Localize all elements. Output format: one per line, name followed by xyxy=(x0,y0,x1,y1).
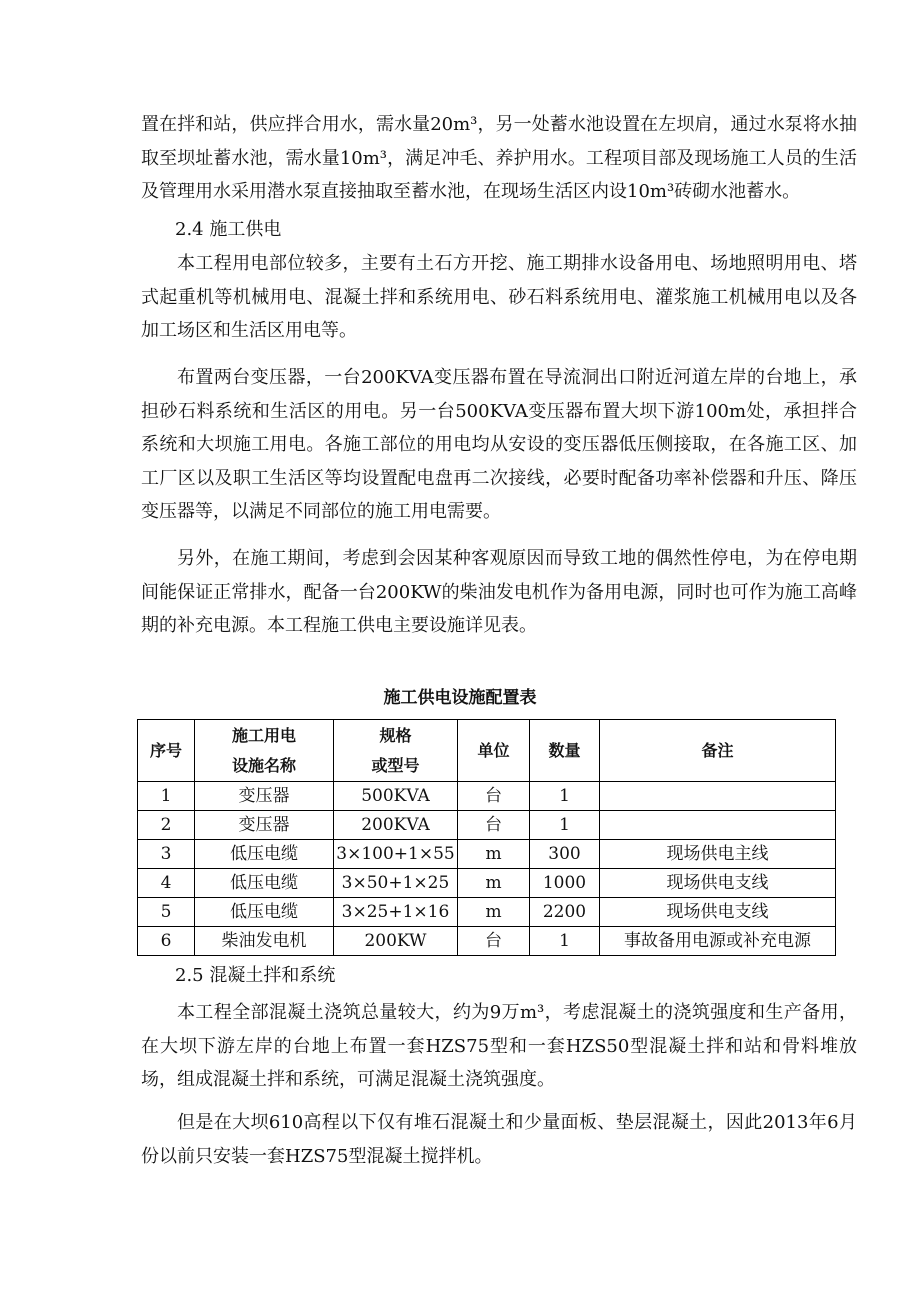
cell-note xyxy=(600,811,836,840)
cell-unit: m xyxy=(458,840,530,869)
cell-spec: 200KW xyxy=(334,927,458,956)
header-unit: 单位 xyxy=(458,720,530,782)
cell-no: 4 xyxy=(138,869,195,898)
table-row xyxy=(138,898,836,927)
cell-qty: 1 xyxy=(530,927,600,956)
paragraph-concrete-plant: 本工程全部混凝土浇筑总量较大，约为9万m³，考虑混凝土的浇筑强度和生产备用，在大坝下游左岸的台地上布置一套HZS75型和一套HZS50型混凝土拌和站和骨料堆放场，组成混凝土拌和系统，可满足混凝土浇筑强度。 xyxy=(141,1002,857,1090)
header-name-line1: 施工用电 xyxy=(231,725,296,745)
cell-unit: 台 xyxy=(458,811,530,840)
cell-no: 5 xyxy=(138,898,195,927)
cell-name: 低压电缆 xyxy=(195,840,334,869)
cell-qty: 1000 xyxy=(530,869,600,898)
table-header-row xyxy=(138,720,836,782)
cell-spec: 3×50+1×25 xyxy=(334,869,458,898)
header-spec xyxy=(334,720,458,782)
header-spec-line1: 规格 xyxy=(379,725,412,745)
header-name-line2: 设施名称 xyxy=(231,755,296,775)
paragraph-transformers: 布置两台变压器，一台200KVA变压器布置在导流洞出口附近河道左岸的台地上，承担砂石料系统和生活区的用电。另一台500KVA变压器布置大坝下游100m处，承担拌合系统和大坝施工用电。各施工部位的用电均从安设的变压器低压侧接取，在各施工区、加工厂区以及职工生活区等均设置配电盘再二次接线，必要时配备功率补偿器和升压、降压变压器等，以满足不同部位的施工用电需要。 xyxy=(141,367,857,522)
cell-unit: 台 xyxy=(458,782,530,811)
cell-unit: 台 xyxy=(458,927,530,956)
cell-unit: m xyxy=(458,869,530,898)
cell-no: 3 xyxy=(138,840,195,869)
cell-no: 2 xyxy=(138,811,195,840)
paragraph-mixer-schedule: 但是在大坝610高程以下仅有堆石混凝土和少量面板、垫层混凝土，因此2013年6月份以前只安装一套HZS75型混凝土搅拌机。 xyxy=(141,1112,857,1167)
cell-name: 变压器 xyxy=(195,782,334,811)
cell-no: 1 xyxy=(138,782,195,811)
cell-qty: 1 xyxy=(530,782,600,811)
paragraph-power-usage: 本工程用电部位较多，主要有土石方开挖、施工期排水设备用电、场地照明用电、塔式起重机等机械用电、混凝土拌和系统用电、砂石料系统用电、灌浆施工机械用电以及各加工场区和生活区用电等。 xyxy=(141,253,857,341)
section-heading-2-5: 2.5 混凝土拌和系统 xyxy=(175,965,336,986)
paragraph-backup-generator: 另外，在施工期间，考虑到会因某种客观原因而导致工地的偶然性停电，为在停电期间能保证正常排水，配备一台200KW的柴油发电机作为备用电源，同时也可作为施工高峰期的补充电源。本工程施工供电主要设施详见表。 xyxy=(141,548,857,636)
cell-qty: 2200 xyxy=(530,898,600,927)
cell-spec: 3×100+1×55 xyxy=(334,840,458,869)
cell-note: 现场供电支线 xyxy=(600,869,836,898)
cell-spec: 3×25+1×16 xyxy=(334,898,458,927)
section-heading-2-4: 2.4 施工供电 xyxy=(175,219,282,240)
header-no: 序号 xyxy=(138,720,195,782)
cell-qty: 300 xyxy=(530,840,600,869)
paragraph-water-supply: 置在拌和站，供应拌合用水，需水量20m³，另一处蓄水池设置在左坝肩，通过水泵将水抽取至坝址蓄水池，需水量10m³，满足冲毛、养护用水。工程项目部及现场施工人员的生活及管理用水采用潜水泵直接抽取至蓄水池，在现场生活区内设10m³砖砌水池蓄水。 xyxy=(141,114,857,202)
cell-unit: m xyxy=(458,898,530,927)
header-name xyxy=(195,720,334,782)
cell-name: 低压电缆 xyxy=(195,898,334,927)
cell-note: 现场供电支线 xyxy=(600,898,836,927)
cell-note: 现场供电主线 xyxy=(600,840,836,869)
cell-spec: 200KVA xyxy=(334,811,458,840)
table-title: 施工供电设施配置表 xyxy=(383,688,537,708)
cell-note: 事故备用电源或补充电源 xyxy=(600,927,836,956)
cell-name: 柴油发电机 xyxy=(195,927,334,956)
cell-name: 低压电缆 xyxy=(195,869,334,898)
table-row xyxy=(138,869,836,898)
table-row xyxy=(138,927,836,956)
header-note: 备注 xyxy=(600,720,836,782)
header-qty: 数量 xyxy=(530,720,600,782)
table-row xyxy=(138,782,836,811)
cell-name: 变压器 xyxy=(195,811,334,840)
cell-no: 6 xyxy=(138,927,195,956)
table-row xyxy=(138,811,836,840)
table-row xyxy=(138,840,836,869)
header-spec-line2: 或型号 xyxy=(371,755,420,775)
power-facility-table xyxy=(137,719,836,956)
cell-spec: 500KVA xyxy=(334,782,458,811)
cell-qty: 1 xyxy=(530,811,600,840)
cell-note xyxy=(600,782,836,811)
